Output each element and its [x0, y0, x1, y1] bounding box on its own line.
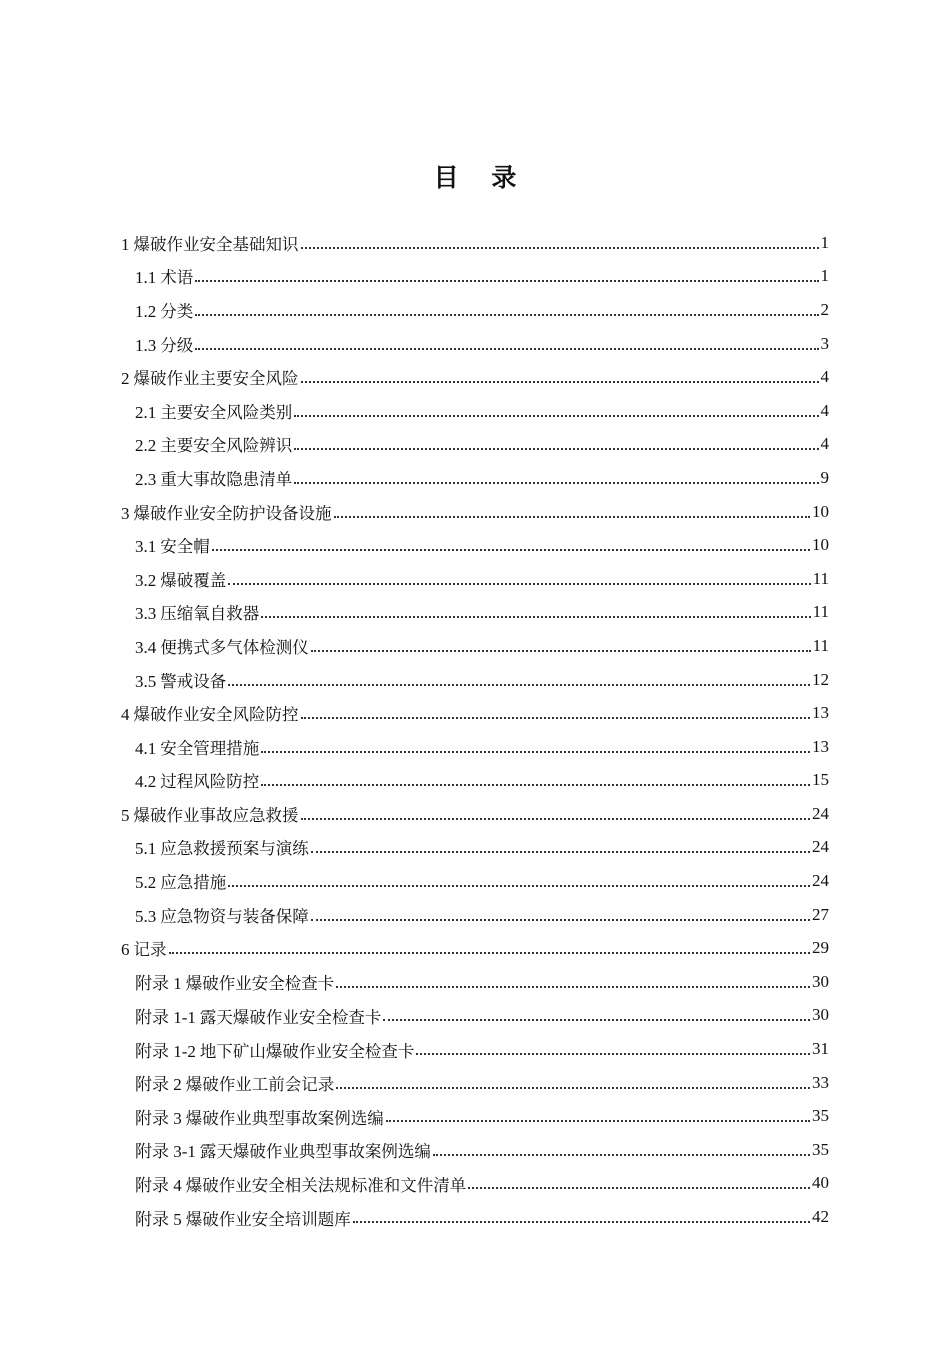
- toc-entry-page: 13: [812, 703, 829, 723]
- toc-entry-title: 爆破作业安全基础知识: [133, 234, 299, 254]
- toc-entry-label: [121, 701, 299, 725]
- toc-entry-number: 附录 1: [135, 974, 182, 994]
- toc-entry-title: 记录: [133, 940, 167, 960]
- toc-entry-label: [121, 365, 299, 389]
- toc-entry-title: 爆破作业事故应急救援: [133, 805, 299, 825]
- toc-entry[interactable]: [0, 260, 950, 294]
- toc-leader-dots: [334, 516, 811, 518]
- toc-entry-label: [135, 1003, 381, 1028]
- toc-leader-dots: [301, 717, 811, 719]
- toc-entry-page: 30: [812, 971, 829, 991]
- toc-entry-number: 2.2: [135, 436, 157, 456]
- toc-entry[interactable]: [0, 764, 950, 798]
- toc-entry-page: 29: [812, 938, 829, 958]
- toc-entry-label: [135, 466, 292, 490]
- toc-entry-label: [135, 567, 226, 591]
- toc-entry-title: 爆破覆盖: [160, 570, 227, 590]
- toc-leader-dots: [336, 1087, 810, 1089]
- toc-entry-label: [135, 1205, 351, 1230]
- toc-leader-dots: [294, 482, 818, 484]
- toc-entry[interactable]: [0, 226, 950, 260]
- toc-leader-dots: [228, 885, 810, 887]
- toc-entry-number: 5.3: [135, 906, 157, 926]
- page-title: 目 录: [433, 163, 529, 192]
- toc-entry-title: 压缩氧自救器: [160, 604, 260, 624]
- toc-entry-page: 10: [812, 501, 829, 521]
- toc-leader-dots: [383, 1019, 810, 1021]
- toc-leader-dots: [301, 381, 819, 383]
- toc-entry-page: 13: [812, 736, 829, 756]
- toc-entry-number: 1.2: [135, 301, 157, 321]
- toc-entry[interactable]: [0, 461, 950, 495]
- toc-entry[interactable]: [0, 1066, 950, 1100]
- toc-leader-dots: [169, 952, 811, 954]
- toc-entry-number: 4.2: [135, 772, 157, 792]
- toc-entry-page: 30: [812, 1005, 829, 1025]
- toc-entry[interactable]: [0, 495, 950, 529]
- toc-entry[interactable]: [0, 327, 950, 361]
- toc-entry-label: [135, 869, 226, 893]
- toc-entry[interactable]: [0, 864, 950, 898]
- toc-entry-page: 33: [812, 1072, 829, 1092]
- toc-entry-title: 重大事故隐患清单: [160, 469, 293, 489]
- toc-entry-title: 术语: [160, 268, 194, 288]
- toc-entry-page: 35: [812, 1139, 829, 1159]
- toc-leader-dots: [416, 1053, 810, 1055]
- toc-leader-dots: [195, 280, 818, 282]
- toc-entry[interactable]: [0, 1167, 950, 1201]
- toc-entry-page: 31: [812, 1039, 829, 1059]
- toc-leader-dots: [228, 684, 810, 686]
- toc-entry-title: 爆破作业典型事故案例选编: [185, 1108, 384, 1128]
- toc-entry[interactable]: [0, 1099, 950, 1133]
- toc-leader-dots: [301, 247, 819, 249]
- toc-entry[interactable]: [0, 730, 950, 764]
- toc-entry-label: [135, 768, 259, 792]
- toc-entry[interactable]: [0, 1133, 950, 1167]
- toc-entry-title: 应急救援预案与演练: [160, 839, 309, 859]
- toc-entry[interactable]: [0, 1200, 950, 1234]
- toc-entry-page: 4: [820, 400, 829, 420]
- toc-entry-page: 4: [820, 367, 829, 387]
- toc-entry-number: 3.3: [135, 604, 157, 624]
- toc-entry-label: [135, 835, 309, 859]
- table-of-contents: [0, 226, 950, 1234]
- toc-entry-title: 主要安全风险类别: [160, 402, 293, 422]
- toc-leader-dots: [294, 448, 818, 450]
- toc-entry-page: 9: [820, 467, 829, 487]
- toc-entry-label: [135, 298, 193, 322]
- toc-entry-title: 爆破作业安全风险防控: [133, 705, 299, 725]
- toc-entry[interactable]: [0, 360, 950, 394]
- toc-leader-dots: [261, 751, 810, 753]
- toc-leader-dots: [311, 851, 810, 853]
- toc-entry-title: 安全帽: [160, 537, 210, 557]
- toc-leader-dots: [195, 348, 818, 350]
- toc-entry-number: 4.1: [135, 738, 157, 758]
- toc-entry-page: 24: [812, 837, 829, 857]
- toc-entry-title: 应急措施: [160, 873, 227, 893]
- toc-entry-label: [135, 533, 210, 557]
- toc-leader-dots: [336, 986, 810, 988]
- toc-entry-number: 5.1: [135, 839, 157, 859]
- toc-entry-label: [121, 500, 332, 524]
- toc-entry[interactable]: [0, 629, 950, 663]
- toc-entry[interactable]: [0, 428, 950, 462]
- toc-entry-page: 11: [812, 635, 829, 655]
- toc-entry-page: 1: [820, 266, 829, 286]
- toc-entry-number: 附录 1-2: [135, 1041, 196, 1061]
- toc-entry-label: [135, 1104, 384, 1129]
- toc-entry-number: 3.4: [135, 637, 157, 657]
- toc-entry-title: 爆破作业安全相关法规标准和文件清单: [185, 1175, 467, 1195]
- toc-entry[interactable]: [0, 293, 950, 327]
- toc-entry-page: 24: [812, 871, 829, 891]
- toc-entry-page: 15: [812, 770, 829, 790]
- toc-entry-page: 27: [812, 904, 829, 924]
- toc-entry-title: 安全管理措施: [160, 738, 260, 758]
- toc-entry-number: 1: [121, 234, 130, 254]
- toc-leader-dots: [228, 583, 810, 585]
- toc-entry-number: 附录 3: [135, 1108, 182, 1128]
- toc-entry-title: 过程风险防控: [160, 772, 260, 792]
- toc-entry-label: [121, 936, 167, 960]
- toc-entry-number: 4: [121, 705, 130, 725]
- toc-entry-label: [135, 600, 259, 624]
- toc-entry-number: 1.1: [135, 268, 157, 288]
- toc-entry[interactable]: [0, 394, 950, 428]
- toc-entry[interactable]: [0, 663, 950, 697]
- toc-entry[interactable]: [0, 831, 950, 865]
- toc-entry-label: [135, 332, 193, 356]
- toc-entry-label: [135, 735, 259, 759]
- toc-entry-number: 6: [121, 940, 130, 960]
- toc-leader-dots: [301, 818, 811, 820]
- toc-entry-label: [135, 668, 226, 692]
- toc-entry-number: 1.3: [135, 335, 157, 355]
- toc-entry[interactable]: [0, 696, 950, 730]
- toc-entry-label: [135, 903, 309, 927]
- toc-entry-title: 爆破作业安全培训题库: [185, 1209, 351, 1229]
- toc-entry[interactable]: [0, 1032, 950, 1066]
- toc-entry-title: 露天爆破作业典型事故案例选编: [199, 1142, 431, 1162]
- toc-leader-dots: [311, 919, 810, 921]
- toc-leader-dots: [386, 1120, 810, 1122]
- toc-entry-label: [135, 264, 193, 288]
- toc-entry-page: 24: [812, 803, 829, 823]
- toc-entry[interactable]: [0, 528, 950, 562]
- toc-entry-title: 应急物资与装备保障: [160, 906, 309, 926]
- toc-entry-number: 附录 2: [135, 1075, 182, 1095]
- toc-entry-title: 露天爆破作业安全检查卡: [199, 1007, 382, 1027]
- toc-entry[interactable]: [0, 999, 950, 1033]
- toc-leader-dots: [212, 549, 810, 551]
- toc-entry-page: 42: [812, 1207, 829, 1227]
- toc-leader-dots: [468, 1187, 810, 1189]
- toc-leader-dots: [353, 1221, 810, 1223]
- toc-leader-dots: [261, 616, 810, 618]
- toc-leader-dots: [433, 1154, 810, 1156]
- toc-entry[interactable]: [0, 965, 950, 999]
- toc-entry-page: 1: [820, 232, 829, 252]
- toc-entry-page: 12: [812, 669, 829, 689]
- toc-entry-number: 2: [121, 369, 130, 389]
- toc-entry-number: 2.1: [135, 402, 157, 422]
- toc-entry-label: [135, 1137, 431, 1162]
- toc-entry-title: 爆破作业主要安全风险: [133, 369, 299, 389]
- toc-entry-number: 附录 4: [135, 1175, 182, 1195]
- toc-entry-number: 附录 1-1: [135, 1007, 196, 1027]
- toc-entry-label: [135, 634, 309, 658]
- toc-entry-number: 3: [121, 503, 130, 523]
- toc-entry-number: 附录 3-1: [135, 1142, 196, 1162]
- toc-entry[interactable]: [0, 898, 950, 932]
- toc-entry-page: 10: [812, 535, 829, 555]
- toc-entry-label: [135, 1171, 466, 1196]
- toc-entry-label: [121, 802, 299, 826]
- toc-leader-dots: [294, 415, 818, 417]
- toc-entry-title: 爆破作业安全检查卡: [185, 974, 335, 994]
- toc-entry-label: [121, 231, 299, 255]
- toc-entry-number: 3.5: [135, 671, 157, 691]
- toc-entry[interactable]: [0, 931, 950, 965]
- toc-entry-page: 11: [812, 602, 829, 622]
- toc-entry-title: 地下矿山爆破作业安全检查卡: [199, 1041, 415, 1061]
- toc-entry-title: 分类: [160, 301, 194, 321]
- toc-entry-title: 警戒设备: [160, 671, 227, 691]
- toc-entry-label: [135, 969, 334, 994]
- toc-entry-label: [135, 399, 292, 423]
- toc-entry-title: 便携式多气体检测仪: [160, 637, 309, 657]
- toc-entry-number: 附录 5: [135, 1209, 182, 1229]
- toc-entry[interactable]: [0, 596, 950, 630]
- toc-leader-dots: [311, 650, 811, 652]
- toc-entry-page: 35: [812, 1106, 829, 1126]
- toc-entry[interactable]: [0, 562, 950, 596]
- toc-entry-page: 2: [820, 299, 829, 319]
- toc-entry-label: [135, 1070, 334, 1095]
- toc-entry-title: 主要安全风险辨识: [160, 436, 293, 456]
- toc-entry-number: 3.1: [135, 537, 157, 557]
- toc-entry-number: 5.2: [135, 873, 157, 893]
- toc-entry-label: [135, 1037, 414, 1062]
- toc-entry-page: 40: [812, 1173, 829, 1193]
- toc-entry-title: 分级: [160, 335, 194, 355]
- toc-entry-title: 爆破作业安全防护设备设施: [133, 503, 332, 523]
- toc-leader-dots: [261, 784, 810, 786]
- toc-entry-page: 11: [812, 568, 829, 588]
- toc-entry-page: 4: [820, 434, 829, 454]
- toc-entry-page: 3: [820, 333, 829, 353]
- toc-entry-number: 2.3: [135, 469, 157, 489]
- toc-entry-label: [135, 432, 292, 456]
- toc-entry-number: 3.2: [135, 570, 157, 590]
- toc-leader-dots: [195, 314, 818, 316]
- toc-entry[interactable]: [0, 797, 950, 831]
- toc-entry-title: 爆破作业工前会记录: [185, 1075, 335, 1095]
- toc-entry-number: 5: [121, 805, 130, 825]
